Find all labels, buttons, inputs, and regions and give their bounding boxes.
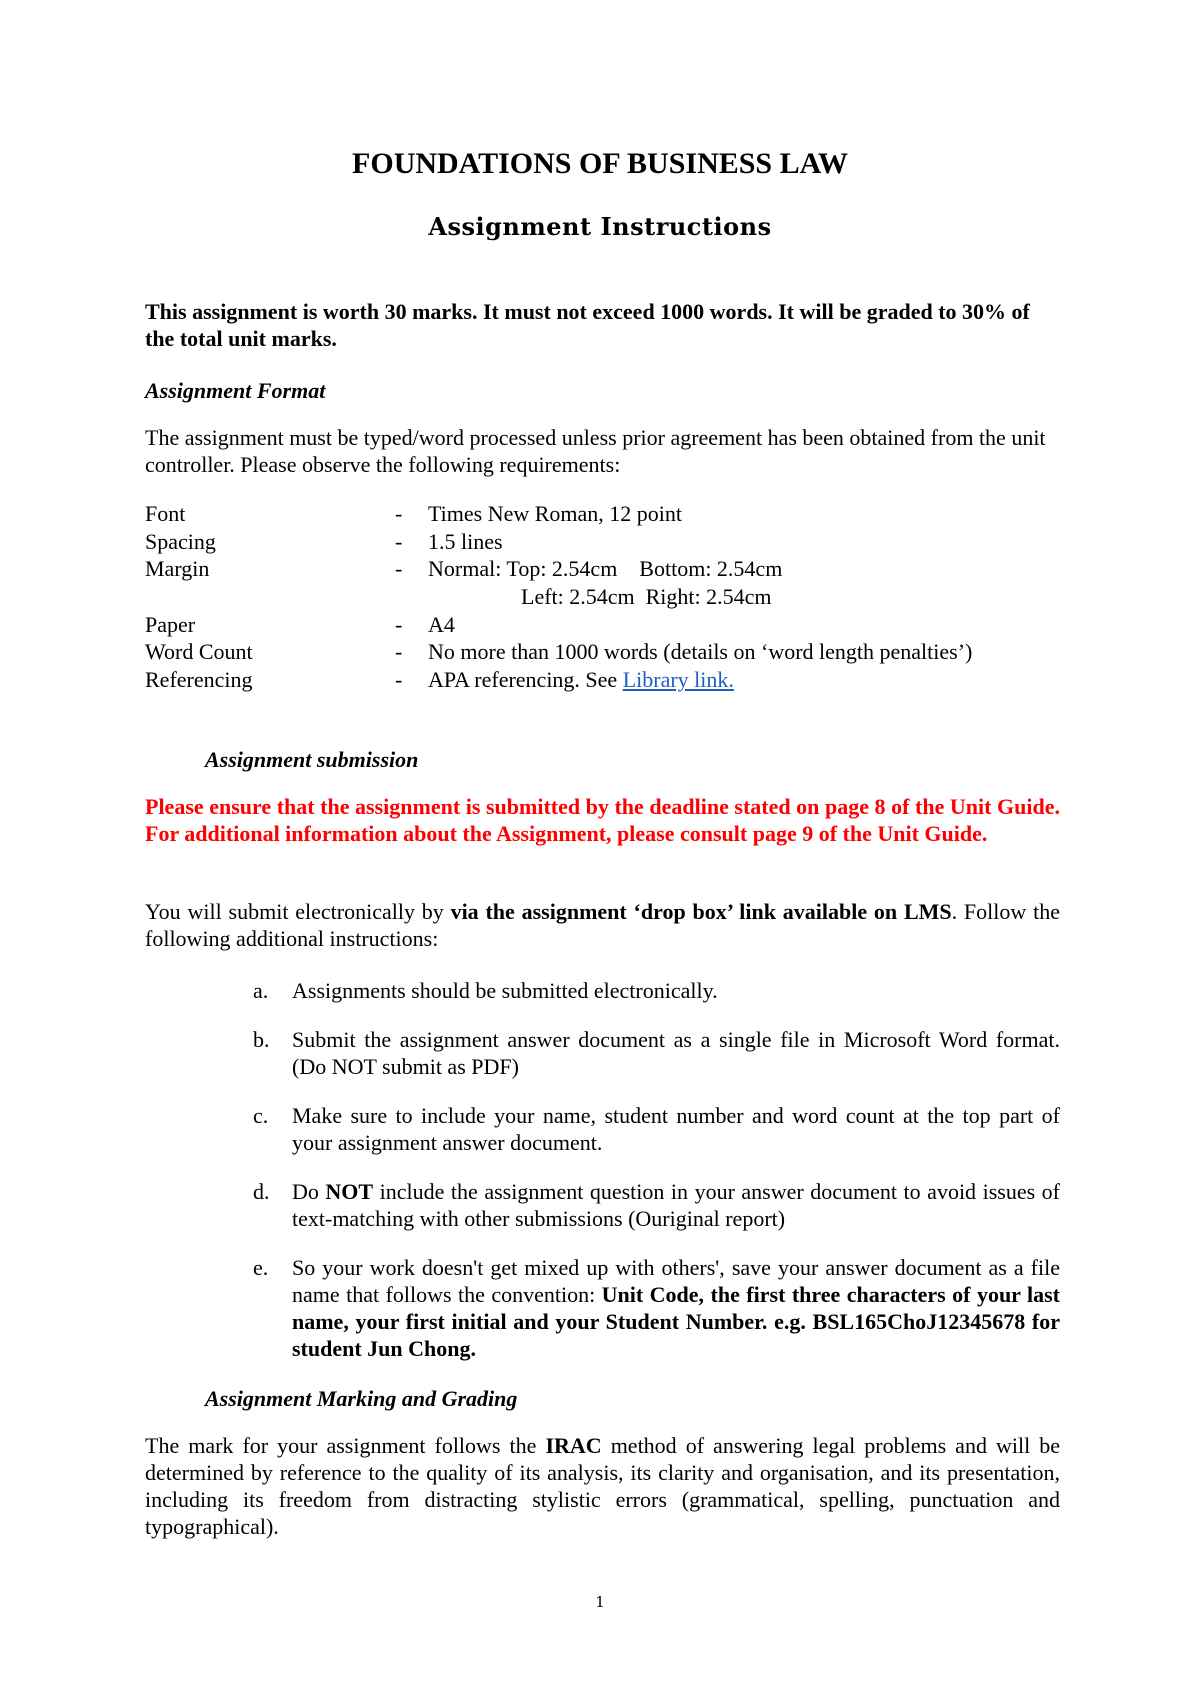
- list-item: [253, 1026, 1060, 1080]
- list-item-text: Make sure to include your name, student number and word count at the top part of your assignment answer document.: [292, 1103, 1060, 1155]
- list-marker: b.: [253, 1027, 270, 1052]
- requirement-label: Font: [145, 501, 186, 526]
- requirement-value: A4: [428, 611, 455, 637]
- requirement-label: Spacing: [145, 528, 216, 554]
- list-item-text: Assignments should be submitted electronically.: [292, 978, 718, 1003]
- list-marker: a.: [253, 978, 269, 1003]
- deadline-notice: Please ensure that the assignment is submitted by the deadline stated on page 8 of the Unit Guide. For additional information about the Assignment, please consult page 9 of the Unit Guide.: [145, 794, 1060, 846]
- page-number: 1: [595, 1593, 605, 1611]
- list-item-text: So your work doesn't get mixed up with others', save your answer document as a file name that follows the convention: Unit Code, the first three characters of your last name, your first initial and your Student Number. e.g. BSL165ChoJ12345678 for student Jun Chong.: [292, 1255, 1060, 1361]
- requirement-row: [145, 500, 972, 528]
- list-item-text: Do NOT include the assignment question in your answer document to avoid issues of text-matching with other submissions (Ouriginal report): [292, 1179, 1061, 1231]
- requirement-value: Normal: Top: 2.54cm Bottom: 2.54cm: [428, 556, 783, 582]
- list-marker: d.: [253, 1179, 270, 1204]
- list-marker: c.: [253, 1103, 269, 1128]
- format-paragraph: The assignment must be typed/word processed unless prior agreement has been obtained from the unit controller. Please observe the following requirements:: [145, 425, 1046, 477]
- drop-box-instruction: via the assignment ‘drop box’ link available on LMS: [450, 899, 952, 924]
- list-marker: e.: [253, 1255, 269, 1280]
- referencing-text: APA referencing. See: [428, 667, 623, 693]
- list-item: [253, 977, 1060, 1004]
- requirement-value: Times New Roman, 12 point: [428, 501, 683, 526]
- requirement-dash: -: [395, 611, 403, 637]
- requirement-label: [145, 583, 395, 611]
- intro-paragraph: This assignment is worth 30 marks. It must not exceed 1000 words. It will be graded to 30% of the total unit marks.: [145, 299, 1030, 351]
- list-item: [253, 1254, 1060, 1362]
- requirement-value: [428, 666, 972, 694]
- format-heading: Assignment Format: [145, 378, 326, 403]
- library-link[interactable]: Library link.: [622, 667, 734, 693]
- requirement-row: [145, 638, 972, 666]
- requirement-dash: -: [395, 528, 403, 554]
- requirement-dash: -: [395, 501, 403, 526]
- submission-heading: Assignment submission: [205, 747, 419, 772]
- document-title: FOUNDATIONS OF BUSINESS LAW: [352, 147, 848, 180]
- requirement-label: Margin: [145, 556, 210, 582]
- requirement-dash: -: [395, 639, 403, 665]
- requirement-dash: -: [395, 667, 403, 693]
- requirement-row: [145, 583, 972, 611]
- requirement-dash: -: [395, 556, 403, 582]
- requirement-label: Referencing: [145, 667, 253, 693]
- requirement-row: [145, 528, 972, 556]
- requirement-value: No more than 1000 words (details on ‘word length penalties’): [428, 639, 973, 665]
- submission-lead: You will submit electronically by via the assignment ‘drop box’ link available on LMS. Follow the following additional instructions:: [145, 899, 1060, 951]
- requirements-table: [145, 500, 972, 694]
- list-item-text: Submit the assignment answer document as a single file in Microsoft Word format. (Do NOT submit as PDF): [292, 1027, 1060, 1079]
- list-item: [253, 1102, 1060, 1156]
- marking-paragraph: The mark for your assignment follows the IRAC method of answering legal problems and will be determined by reference to the quality of its analysis, its clarity and organisation, and its presentation, including its freedom from distracting stylistic errors (grammatical, spelling, punctuation and typographical).: [145, 1433, 1060, 1539]
- requirement-label: Paper: [145, 611, 196, 637]
- requirement-label: Word Count: [145, 639, 253, 665]
- requirement-row: [145, 555, 972, 583]
- file-name-convention: Unit Code, the first three characters of your last name, your first initial and your Student Number. e.g. BSL165ChoJ12345678 for student Jun Chong.: [292, 1282, 1060, 1361]
- requirement-value: 1.5 lines: [428, 528, 503, 554]
- requirement-row: [145, 611, 972, 639]
- requirement-value: Left: 2.54cm Right: 2.54cm: [521, 584, 772, 610]
- marking-heading: Assignment Marking and Grading: [205, 1386, 518, 1411]
- submission-instructions-list: [253, 977, 1060, 1384]
- document-subtitle: Assignment Instructions: [428, 212, 772, 241]
- list-item: [253, 1178, 1060, 1232]
- requirement-row: [145, 666, 972, 694]
